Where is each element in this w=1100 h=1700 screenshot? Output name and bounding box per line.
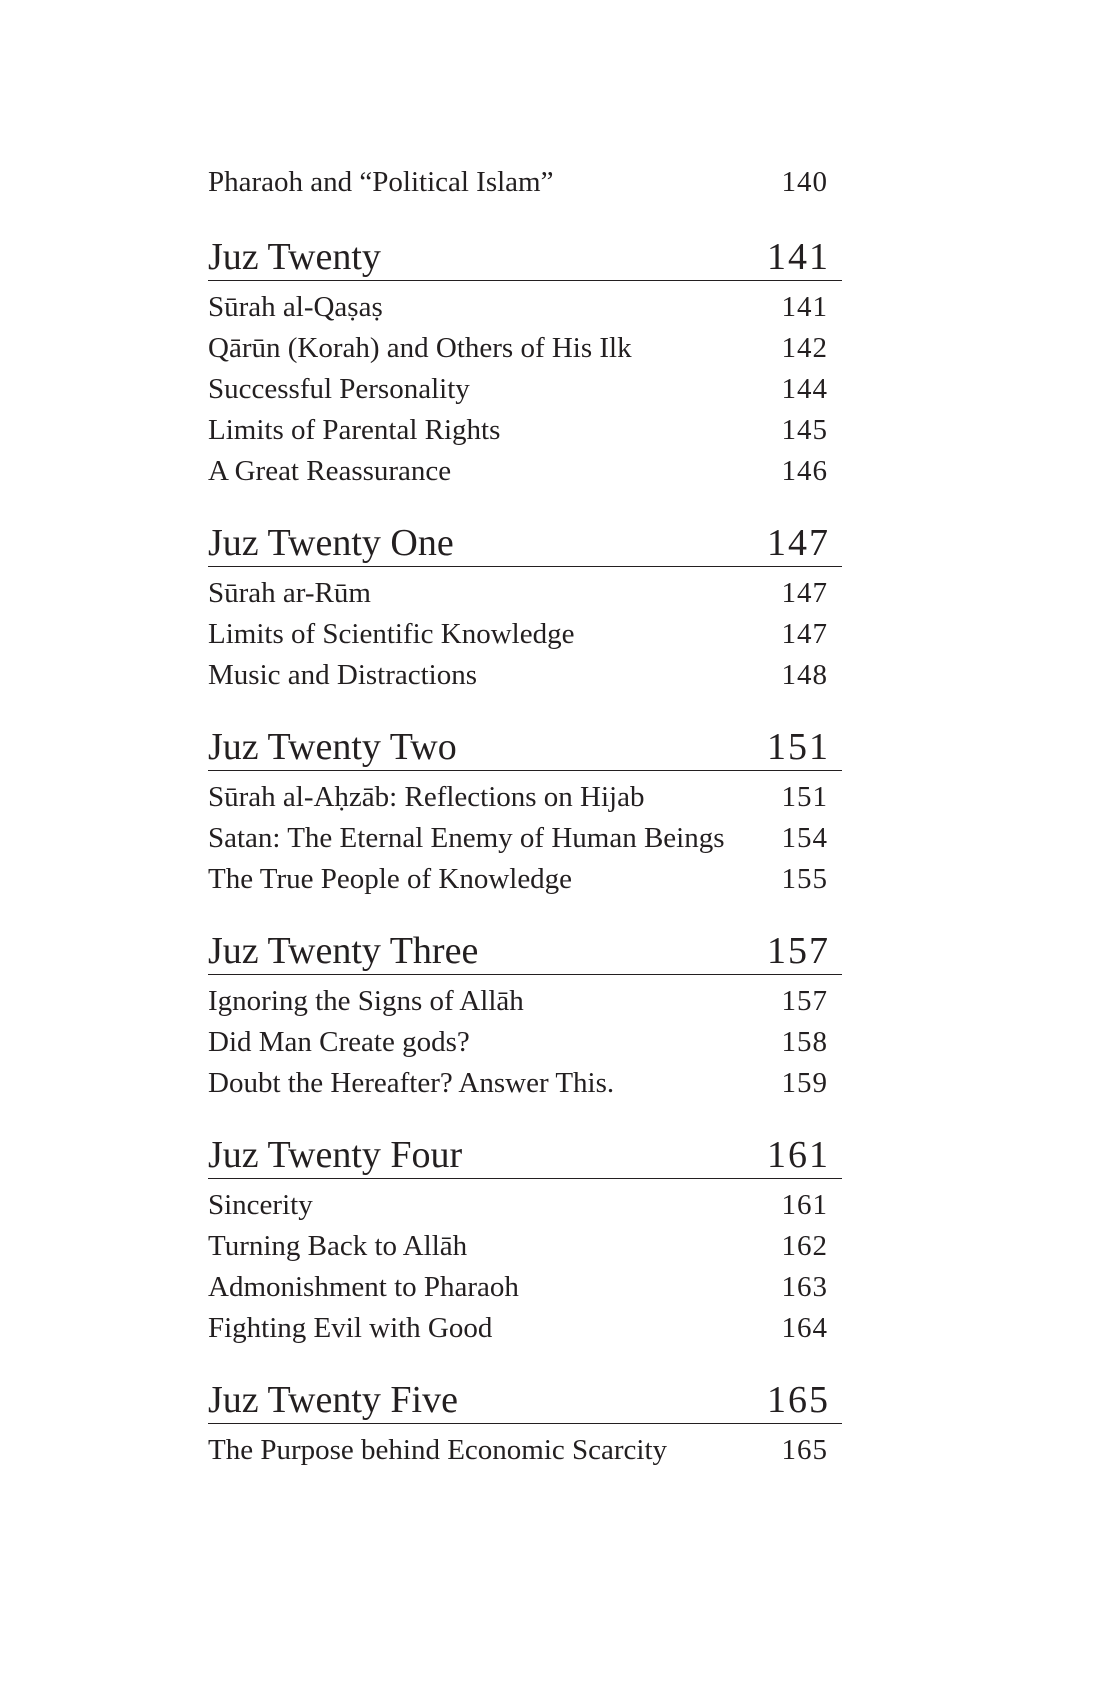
toc-entry-page: 154 xyxy=(781,822,828,854)
toc-entry[interactable] xyxy=(208,777,842,818)
toc-section-juz-twenty-three xyxy=(208,928,842,1104)
section-heading[interactable] xyxy=(208,724,842,771)
toc-entry-page: 164 xyxy=(781,1312,828,1344)
toc-entry-page: 142 xyxy=(781,332,828,364)
toc-entry[interactable] xyxy=(208,160,842,204)
section-heading-title: Juz Twenty Five xyxy=(208,1379,458,1421)
toc-entry[interactable] xyxy=(208,818,842,859)
toc-entry-page: 144 xyxy=(781,373,828,405)
toc-entry-page: 140 xyxy=(781,166,828,198)
toc-entry-page: 146 xyxy=(781,455,828,487)
toc-entry-title: Doubt the Hereafter? Answer This. xyxy=(208,1067,615,1099)
toc-entry-page: 151 xyxy=(781,781,828,813)
section-heading-page: 157 xyxy=(767,930,830,972)
toc-entry[interactable] xyxy=(208,410,842,451)
toc-entry-title: A Great Reassurance xyxy=(208,455,452,487)
toc-entry-title: Sincerity xyxy=(208,1189,313,1221)
toc-entry[interactable] xyxy=(208,859,842,900)
toc-entry-title: Fighting Evil with Good xyxy=(208,1312,493,1344)
table-of-contents xyxy=(208,160,842,1471)
section-heading[interactable] xyxy=(208,1377,842,1424)
toc-entry-title: Admonishment to Pharaoh xyxy=(208,1271,519,1303)
toc-entry[interactable] xyxy=(208,573,842,614)
toc-section-juz-twenty xyxy=(208,234,842,492)
toc-entry-title: Limits of Parental Rights xyxy=(208,414,501,446)
toc-entry[interactable] xyxy=(208,369,842,410)
toc-entry-page: 158 xyxy=(781,1026,828,1058)
section-heading-title: Juz Twenty Four xyxy=(208,1134,463,1176)
section-heading[interactable] xyxy=(208,520,842,567)
toc-entry-title: Turning Back to Allāh xyxy=(208,1230,468,1262)
section-heading-title: Juz Twenty One xyxy=(208,522,454,564)
toc-entry-title: Ignoring the Signs of Allāh xyxy=(208,985,524,1017)
toc-entry-title: Sūrah al-Aḥzāb: Reflections on Hijab xyxy=(208,781,645,813)
toc-entry-title: Sūrah al-Qaṣaṣ xyxy=(208,291,383,323)
toc-entry-page: 141 xyxy=(781,291,828,323)
section-heading-page: 147 xyxy=(767,522,830,564)
toc-entry[interactable] xyxy=(208,1022,842,1063)
section-heading-page: 151 xyxy=(767,726,830,768)
toc-entry-title: Did Man Create gods? xyxy=(208,1026,470,1058)
toc-entry[interactable] xyxy=(208,328,842,369)
section-heading[interactable] xyxy=(208,234,842,281)
toc-entry-title: Limits of Scientific Knowledge xyxy=(208,618,575,650)
section-heading[interactable] xyxy=(208,928,842,975)
section-heading-page: 165 xyxy=(767,1379,830,1421)
section-heading-page: 141 xyxy=(767,236,830,278)
toc-section-juz-twenty-one xyxy=(208,520,842,696)
toc-entry[interactable] xyxy=(208,1185,842,1226)
toc-entry-page: 155 xyxy=(781,863,828,895)
toc-entry[interactable] xyxy=(208,614,842,655)
toc-entry-page: 147 xyxy=(781,577,828,609)
toc-entry-page: 159 xyxy=(781,1067,828,1099)
toc-entry[interactable] xyxy=(208,1430,842,1471)
toc-entry-page: 145 xyxy=(781,414,828,446)
toc-entry-title: Successful Personality xyxy=(208,373,470,405)
toc-entry[interactable] xyxy=(208,1063,842,1104)
toc-section-juz-twenty-four xyxy=(208,1132,842,1349)
toc-entry[interactable] xyxy=(208,1308,842,1349)
toc-entry-page: 162 xyxy=(781,1230,828,1262)
toc-entry-title: Pharaoh and “Political Islam” xyxy=(208,166,554,198)
toc-entry-page: 148 xyxy=(781,659,828,691)
section-heading[interactable] xyxy=(208,1132,842,1179)
section-heading-title: Juz Twenty Three xyxy=(208,930,479,972)
toc-entry-title: Satan: The Eternal Enemy of Human Beings xyxy=(208,822,725,854)
section-heading-title: Juz Twenty Two xyxy=(208,726,457,768)
toc-entry-title: The True People of Knowledge xyxy=(208,863,573,895)
toc-entry[interactable] xyxy=(208,1226,842,1267)
toc-entry-page: 163 xyxy=(781,1271,828,1303)
section-heading-page: 161 xyxy=(767,1134,830,1176)
toc-entry-title: Sūrah ar-Rūm xyxy=(208,577,371,609)
toc-section-juz-twenty-five xyxy=(208,1377,842,1471)
section-heading-title: Juz Twenty xyxy=(208,236,381,278)
toc-entry-page: 147 xyxy=(781,618,828,650)
toc-entry-page: 161 xyxy=(781,1189,828,1221)
toc-entry[interactable] xyxy=(208,287,842,328)
toc-entry-title: The Purpose behind Economic Scarcity xyxy=(208,1434,668,1466)
toc-entry[interactable] xyxy=(208,451,842,492)
toc-entry-page: 157 xyxy=(781,985,828,1017)
toc-entry-title: Music and Distractions xyxy=(208,659,478,691)
toc-entry[interactable] xyxy=(208,655,842,696)
toc-entry-page: 165 xyxy=(781,1434,828,1466)
toc-entry[interactable] xyxy=(208,1267,842,1308)
toc-section-juz-twenty-two xyxy=(208,724,842,900)
toc-entry-title: Qārūn (Korah) and Others of His Ilk xyxy=(208,332,632,364)
toc-entry[interactable] xyxy=(208,981,842,1022)
